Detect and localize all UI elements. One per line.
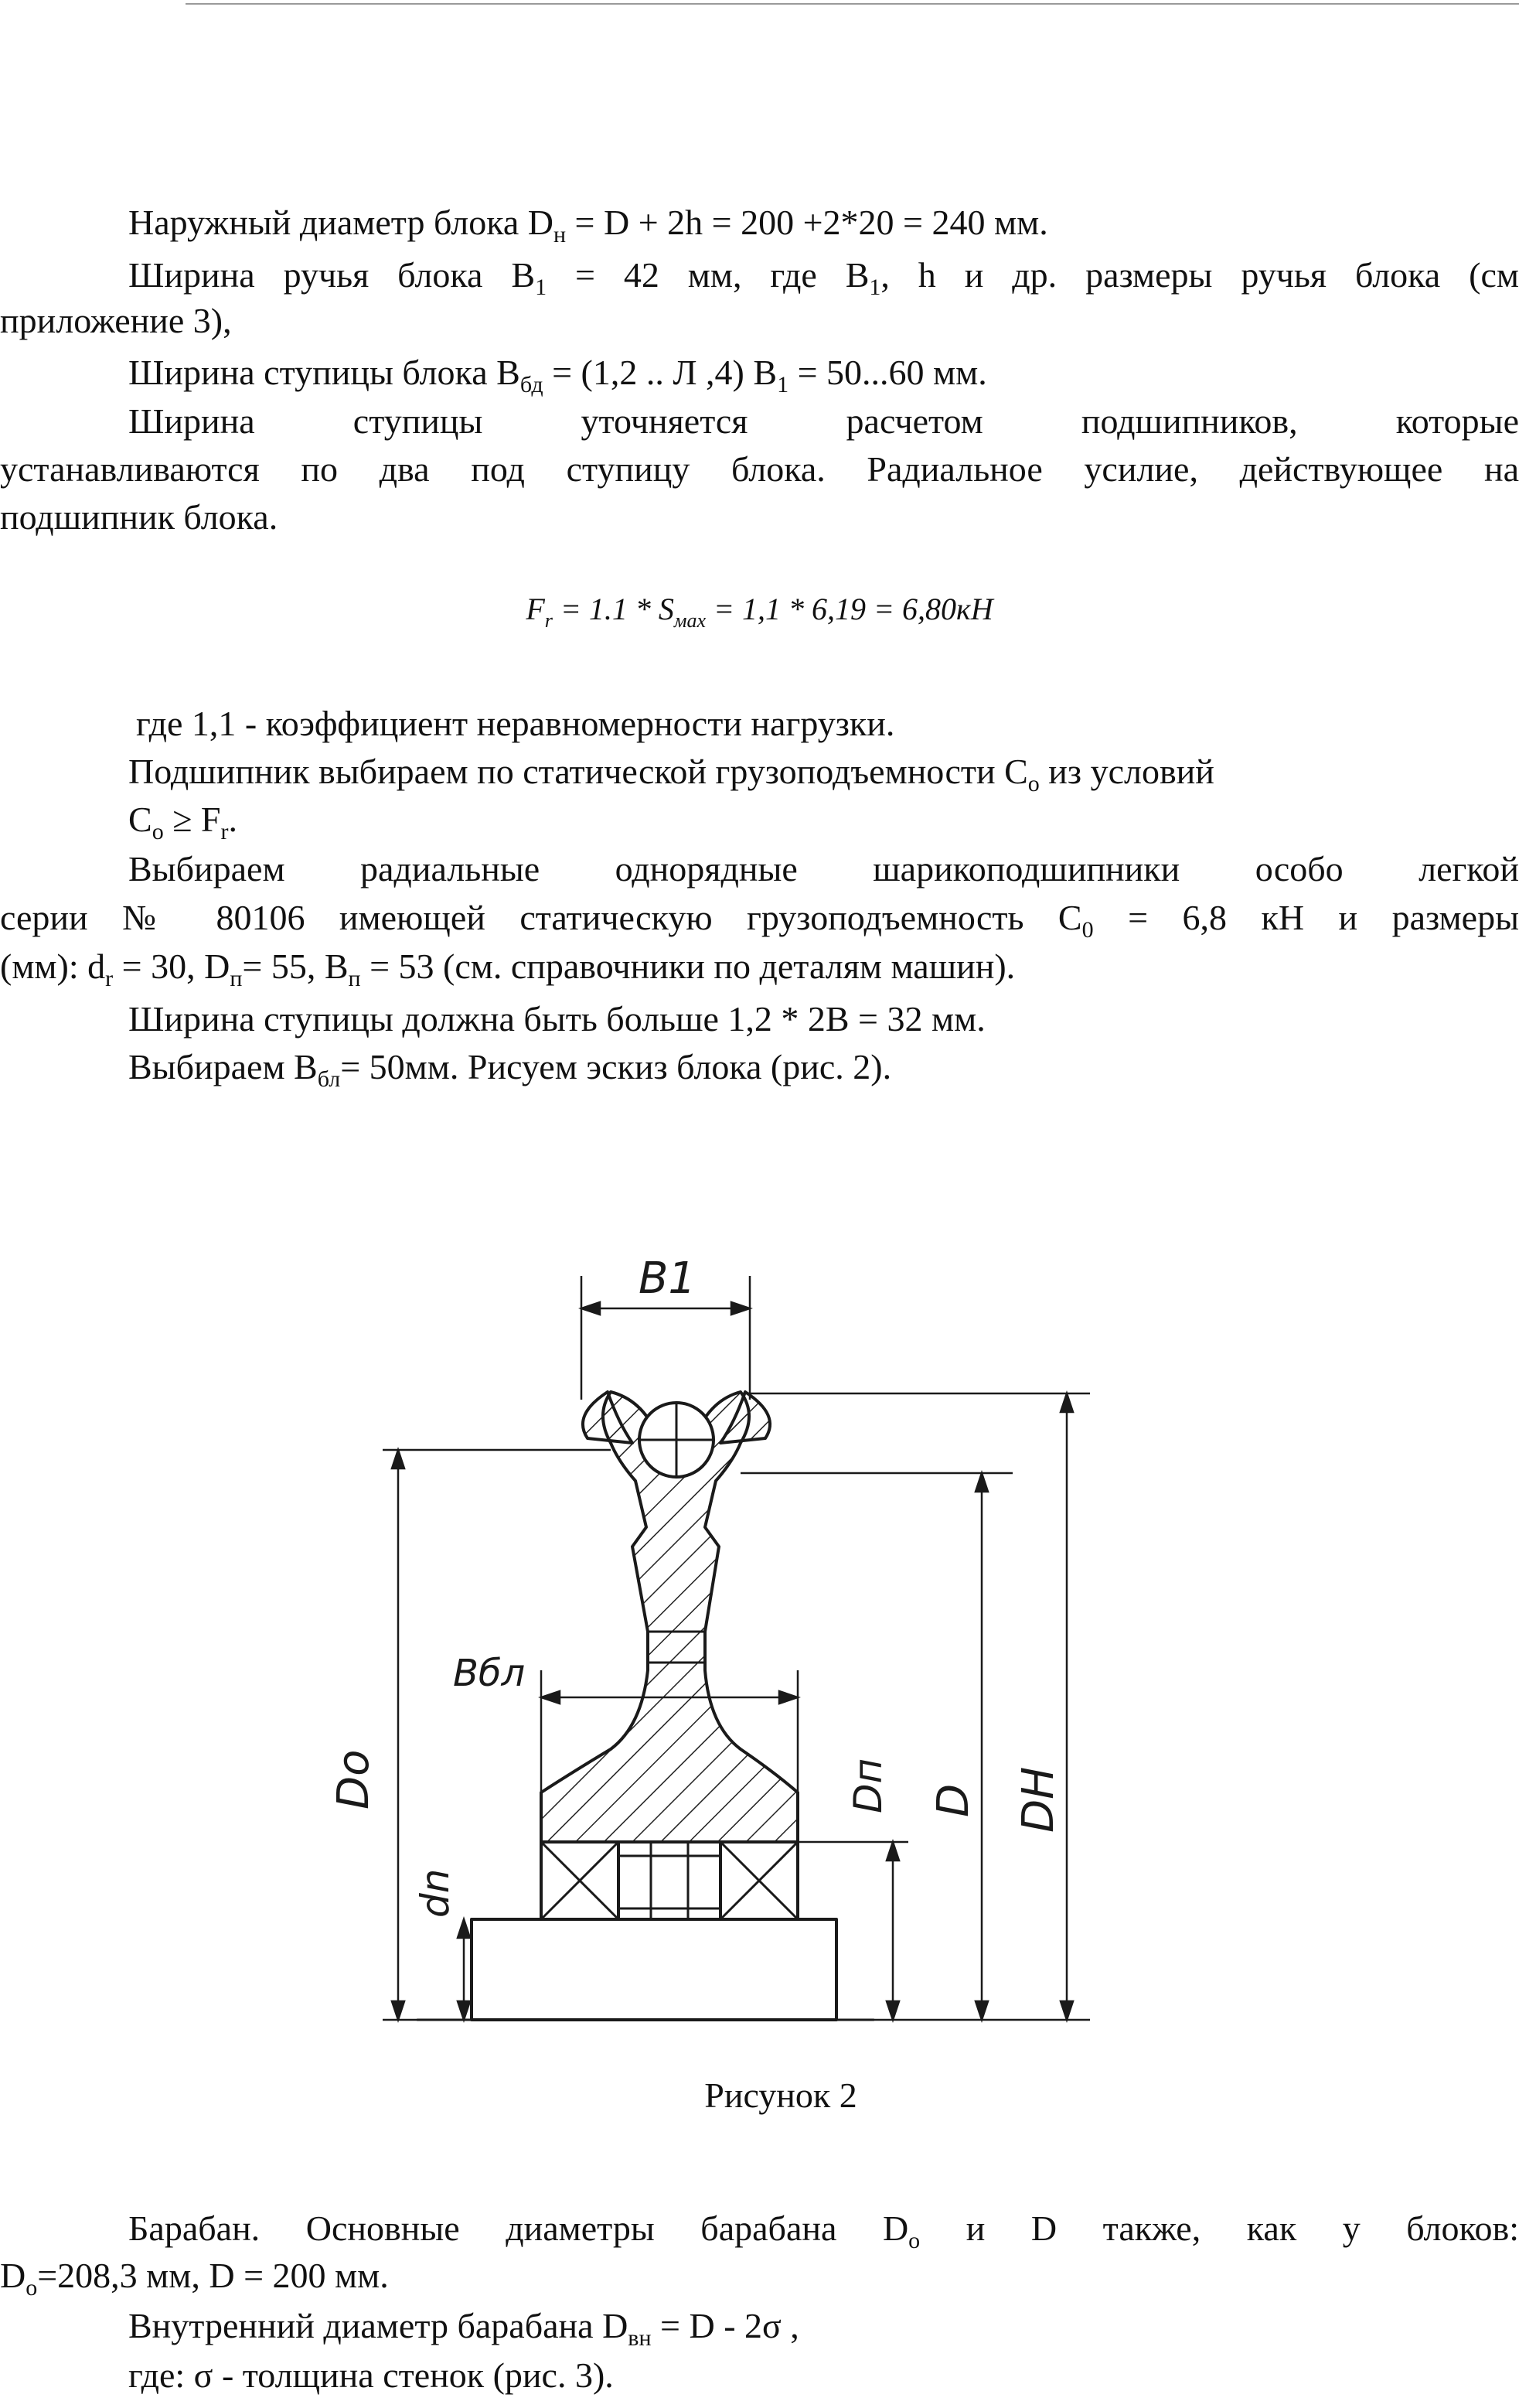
text-line: где: σ - толщина стенок (рис. 3). <box>128 2355 614 2395</box>
text-line: Ширина ручья блока $В_1 = 42$ мм, где $В_1$, h и др. размеры ручья блока (см <box>128 255 1519 300</box>
text-line: где 1,1 - коэффициент неравномерности нагрузки. <box>136 704 895 743</box>
text-line: приложение 3), <box>0 301 232 340</box>
text-line: $D_o=208,3$ мм, D = 200 мм. <box>0 2256 389 2301</box>
text-line: Ширина ступицы уточняется расчетом подшипников, которые <box>128 401 1519 441</box>
figure-caption: Рисунок 2 <box>704 2075 857 2115</box>
text-line: Ширина ступицы блока $В_{бд} = (1,2$ .. Л ,4) $В_1 = 50...60$ мм. <box>128 353 987 397</box>
label-dn: dn <box>413 1868 458 1918</box>
text-line: устанавливаются по два под ступицу блока. Радиальное усилие, действующее на <box>0 449 1519 489</box>
label-bbl: Bбл <box>453 1652 526 1695</box>
label-b1: B1 <box>639 1253 696 1304</box>
text-line: Подшипник выбираем по статической грузоподъемности $С_о$ из условий <box>128 752 1214 796</box>
label-d: D <box>928 1783 979 1817</box>
spacer-ring <box>618 1856 720 1908</box>
label-dp: Dп <box>846 1758 891 1813</box>
label-dh: DH <box>1013 1766 1064 1833</box>
shaft <box>472 1919 836 2020</box>
text-line: Внутренний диаметр барабана $D_{вн} = D - 2\sigma$ , <box>128 2306 799 2351</box>
text-line: Барабан. Основные диаметры барабана $D_о$ и D также, как у блоков: <box>128 2208 1519 2253</box>
text-line: (мм): $d_r = 30$, $D_п= 55$, $В_п = 53$ (см. справочники по деталям машин). <box>0 946 1016 991</box>
text-line: подшипник блока. <box>0 497 278 537</box>
text-line: серии № 80106 имеющей статическую грузоподъемность $С_0 = 6,8$ кН и размеры <box>0 898 1519 943</box>
text-line: Наружный диаметр блока $D_н = D + 2h = 200 +2*20 = 240$ мм. <box>128 203 1048 247</box>
text-line: $С_о \ge F_r$. <box>128 800 238 844</box>
text-line: Ширина ступицы должна быть больше 1,2 * 2В = 32 мм. <box>128 999 986 1039</box>
text-line: Выбираем $В_{бл}= 50мм$. Рисуем эскиз блока (рис. 2). <box>128 1047 892 1092</box>
label-do: Do <box>329 1749 379 1809</box>
formula-radial-force: $F_r = 1.1 * S_{мах} = 1,1 * 6,19 = 6,80кН$ <box>526 592 993 632</box>
text-line: Выбираем радиальные однорядные шарикоподшипники особо легкой <box>128 849 1519 889</box>
